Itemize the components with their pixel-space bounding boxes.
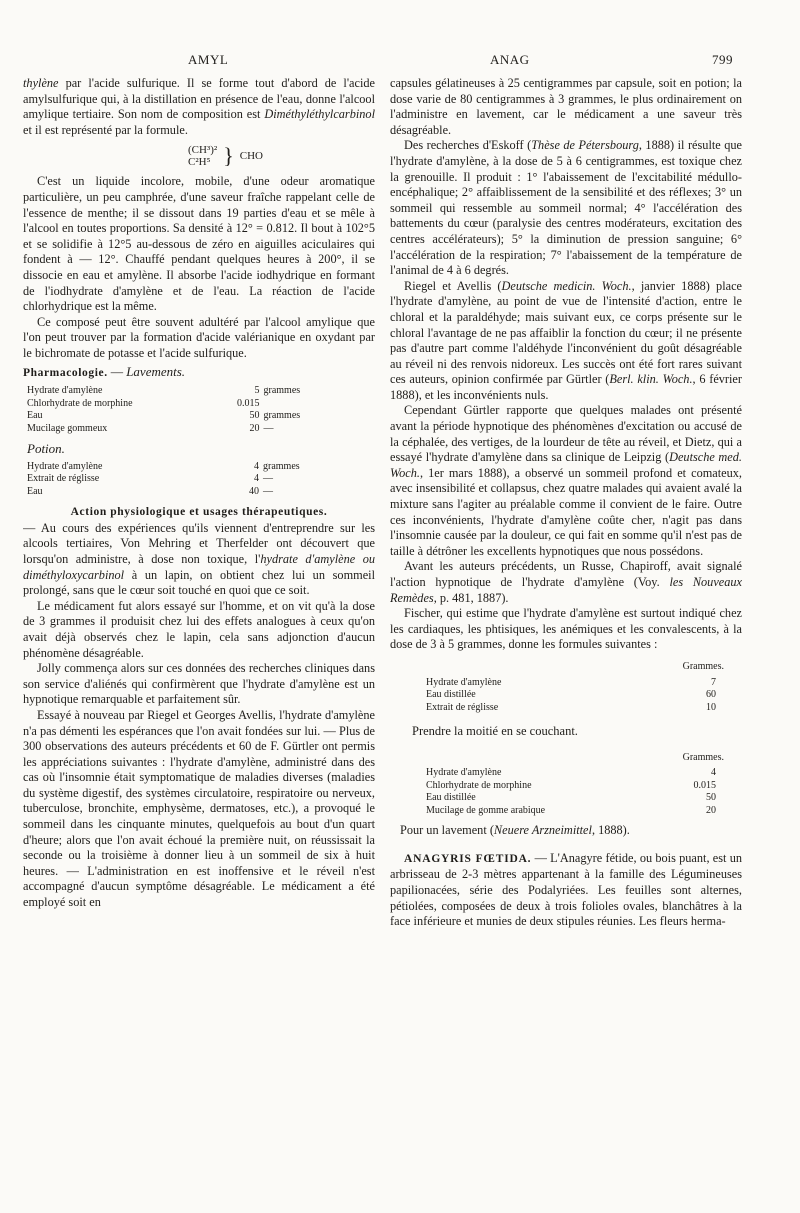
formula-bottom: C²H⁵	[188, 156, 211, 169]
text: Avant les auteurs précédents, un Russe, Chapiroff, avait signalé l'action hypnotique de l'hydrate d'amylène (Voy.	[390, 559, 742, 589]
quantity: 50	[249, 410, 260, 422]
ingredient: Chlorhydrate de morphine	[27, 397, 133, 409]
header-center-word: ANAG	[490, 52, 530, 67]
ingredient: Hydrate d'amylène	[426, 767, 502, 779]
quantity: 50	[706, 792, 716, 804]
quantity: 40	[249, 485, 259, 497]
ingredient: Mucilage gommeux	[27, 422, 108, 434]
ingredient: Extrait de réglisse	[27, 473, 100, 485]
brace-symbol: }	[223, 143, 234, 169]
ingredient: Extrait de réglisse	[426, 701, 499, 713]
table-row	[27, 410, 334, 423]
quantity: 4	[711, 767, 716, 779]
paragraph: Fischer, qui estime que l'hydrate d'amylène est surtout indiqué chez les cardiaques, les phtisiques, les anémiques et les convalescents, à la dose de 3 à 5 grammes, donne les formules suivantes :	[390, 606, 742, 652]
paragraph	[390, 559, 742, 606]
lavements-formula-table	[27, 385, 334, 435]
ingredient: Eau	[27, 410, 43, 422]
italic-text: Diméthyléthylcarbinol	[264, 107, 375, 122]
chemical-formula	[188, 144, 375, 168]
dosage-instruction: Prendre la moitié en se couchant.	[412, 724, 578, 739]
text: , janvier 1888) place l'hydrate d'amylène, au point de vue de l'intensité d'action, entre le chloral et la paraldéhyde; mais suivant eux, ce corps présente sur le chloral l'avantage de ne pas affaiblir la fonction du cœur; il ne présente pas d'autre part comme l'aldéhyde l'inconvénient du goût désagréable au réveil ni des renvois nidoreux. Les succès ont été fort rares suivant ces auteurs, opinion confirmée par Gürtler (	[390, 278, 742, 387]
ingredient: Hydrate d'amylène	[27, 460, 103, 472]
section-title: Action physiologique et usages thérapeutiques.	[70, 506, 328, 519]
unit	[264, 398, 334, 411]
formula-top: (CH³)²	[188, 144, 218, 157]
paragraph	[23, 76, 375, 138]
action-heading	[23, 504, 375, 521]
paragraph: C'est un liquide incolore, mobile, d'une odeur aromatique particulière, un peu camphrée, d'une saveur fraîche rappelant celle de l'essence de menthe; il se dissout dans 19 parties d'eau et se mêle à l'alcool en toutes proportions. Sa densité à 12° = 0.812. Il bout à 102°5 et se solidifie à 12°5 au-dessous de zéro en aiguilles aciculaires qui fondent à — 12°. Chauffé pendant quelques heures à 200°, il se dissocie en eau et amylène. Il absorbe l'acide iodhydrique en formant de l'iodhydrate d'amylène et de l'eau. La réaction de l'acide chlorhydrique est la même.	[23, 174, 375, 314]
formula-right: CHO	[239, 150, 263, 163]
unit: grammes	[263, 410, 301, 422]
unit: grammes	[263, 385, 301, 397]
text: Cependant Gürtler rapporte que quelques malades ont présenté avant la période hypnotique des phénomènes d'excitation ou accusé de la céphalée, des vertiges, de la lourdeur de tête au réveil, et Dietz, qui a essayé l'hydrate d'amylène dans sa clinique de Leipzig (	[390, 403, 742, 465]
text: et il est représenté par la formule.	[23, 122, 188, 137]
paragraph	[390, 403, 742, 559]
table-row	[426, 805, 716, 818]
unit: grammes	[263, 460, 300, 472]
table-row	[27, 398, 334, 411]
italic-text: Neuere Arzneimittel	[493, 823, 592, 838]
table-row	[27, 473, 333, 486]
quantity: 20	[249, 422, 260, 434]
text: , 1888).	[591, 823, 630, 838]
italic-text: Berl. klin. Woch.	[609, 372, 693, 387]
grammes-heading: Grammes.	[682, 751, 724, 763]
quantity: 0.015	[693, 779, 716, 791]
quantity: 60	[706, 689, 716, 701]
header-left-word: AMYL	[188, 52, 229, 67]
pharmacology-heading	[23, 364, 375, 382]
italic-text: Deutsche medicin. Woch.	[501, 278, 632, 293]
page-number: 799	[712, 52, 733, 67]
paragraph	[23, 521, 375, 599]
ingredient: Eau	[27, 485, 43, 497]
text: , 6 février 1888), et les inconvénients nuls.	[390, 372, 742, 402]
ingredient: Mucilage de gomme arabique	[426, 804, 546, 816]
quantity: 5	[254, 385, 260, 397]
fischer-formula-2-table	[426, 767, 716, 817]
text: — L'Anagyre fétide, ou bois puant, est un arbrisseau de 2-3 mètres appartenant à la famille des Légumineuses papilionacées, série des Podalyriées. Les feuilles sont alternes, pétiolées, composées de deux à trois folioles ovales, blanchâtres à la face inférieure et munies de deux stipules réunies. Les fleurs herma-	[390, 850, 742, 929]
left-column	[23, 76, 375, 1176]
fischer-formula-1-table	[426, 677, 716, 715]
paragraph	[390, 279, 742, 404]
table-row	[27, 423, 334, 436]
text: , 1er mars 1888), a observé un sommeil profond et comateux, avec insensibilité et collapsus, chez quatre malades qui avaient avalé la mixture sans l'agiter au préalable comme il convient de le faire. Outre ces inconvénients, l'hydrate d'amylène coûte cher, n'agit pas dans l'insomnie causée par la douleur, ce qui fait en somme qu'il n'est pas de taille à détrôner les excellents hypnotiques que nous possédons.	[390, 465, 742, 558]
italic-text: les Nouveaux Remèdes	[390, 575, 742, 605]
ingredient: Hydrate d'amylène	[27, 385, 103, 397]
text: —	[107, 364, 127, 379]
potion-subheading: Potion.	[27, 441, 65, 457]
paragraph: Le médicament fut alors essayé sur l'homme, et on vit qu'à la dose de 3 grammes il produisit chez lui des effets analogues à ceux qu'on avait déjà observés chez le lapin, cela sans adjonction d'aucun phénomène désagréable.	[23, 598, 375, 660]
unit: —	[263, 422, 274, 434]
paragraph: Essayé à nouveau par Riegel et Georges Avellis, l'hydrate d'amylène n'a pas démenti les espérances que l'on avait fondées sur lui. — Plus de 300 observations des auteurs précédents et 60 de F. Gürtler ont permis les appréciations suivantes : l'hydrate d'amylène, administré dans des cas où l'insomnie était symptomatique de maladies diverses (maladies du système digestif, des systèmes circulatoire, respiratoire ou nerveux, tuberculose, bronchite, emphysème, dermatoses, etc.), a provoqué le sommeil dans les cinquante minutes, quelquefois au bout d'un quart d'heure; alors que l'on avait échoué la première nuit, on réussissait la seconde ou la troisième à donner lieu à un sommeil de six à huit heures. — L'administration en est inoffensive et le réveil n'est accompagné d'aucun symptôme désagréable. Le médicament a été employé soit en	[23, 707, 375, 910]
quantity: 4	[254, 460, 259, 472]
quantity: 20	[706, 804, 716, 816]
running-header	[0, 52, 800, 74]
table-row	[426, 780, 716, 793]
subheading: Lavements.	[126, 363, 186, 379]
unit: —	[263, 485, 273, 497]
table-row	[426, 792, 716, 805]
text: — Au cours des expériences qu'ils viennent d'entreprendre sur les alcools tertiaires, Von Mehring et Therfelder ont découvert que lorsqu'on administre, à dose non toxique, l'	[23, 520, 375, 566]
table-row	[27, 385, 334, 398]
italic-text: Deutsche med. Woch.	[390, 450, 742, 480]
italic-text: hydrate d'amylène ou diméthyloxycarbinol	[23, 551, 375, 582]
table-row	[426, 702, 716, 715]
table-row	[27, 461, 333, 474]
paragraph: Ce composé peut être souvent adultéré par l'alcool amylique que l'on peut trouver par la formation d'acide valérianique en oxydant par le bichromate de potasse et l'acide sulfurique.	[23, 314, 375, 360]
grammes-heading: Grammes.	[682, 660, 724, 672]
quantity: 4	[254, 473, 259, 485]
ingredient: Eau distillée	[426, 792, 476, 804]
text: à un lapin, on obtient chez lui un sommeil prolongé, sans que le cœur soit touché en quoi que ce soit.	[23, 567, 375, 598]
italic-text: thylène	[23, 76, 59, 90]
paragraph	[390, 138, 742, 278]
text: Pour un lavement (	[400, 823, 494, 838]
paragraph: Jolly commença alors sur ces données des recherches cliniques dans son service d'aliénés qui confirmèrent que l'hydrate d'amylène est un hypnotique remarquable et parfaitement sûr.	[23, 661, 375, 707]
paragraph: capsules gélatineuses à 25 centigrammes par capsule, soit en potion; la dose varie de 80 centigrammes à 3 grammes, le plus ordinairement on l'administre en lavement, car le médicament a une saveur très désagréable.	[390, 76, 742, 137]
quantity: 0.015	[237, 397, 260, 409]
ingredient: Hydrate d'amylène	[426, 676, 502, 688]
text: , 1888) il résulte que l'hydrate d'amylène, à la dose de 5 à 6 centigrammes, est toxique chez la grenouille. Il produit : 1° l'abaissement de l'excitabilité médullo-encéphalique; 2° affaiblissement de la sensibilité et des réflexes; 3° un sommeil qui ressemble au sommeil normal; 4° l'accélération des battements du cœur (paralysie des centres modérateurs, excitation des centres accélérateurs); 5° la diminution de pression sanguine; 6° l'accélération de la respiration; 7° l'abaissement de la température de l'animal de 4 à 6 degrés.	[390, 138, 742, 278]
text: Des recherches d'Eskoff (	[404, 138, 532, 153]
quantity: 7	[711, 676, 716, 688]
ingredient: Chlorhydrate de morphine	[426, 779, 532, 791]
table-row	[426, 677, 716, 690]
section-title: Pharmacologie.	[23, 366, 108, 379]
ingredient: Eau distillée	[426, 689, 476, 701]
right-column	[390, 76, 742, 1176]
text: Riegel et Avellis (	[404, 278, 502, 293]
paragraph	[390, 851, 742, 930]
italic-text: Thèse de Pétersbourg	[531, 138, 639, 153]
entry-title: ANAGYRIS FŒTIDA.	[404, 852, 532, 865]
table-row	[426, 767, 716, 780]
table-row	[27, 486, 333, 499]
quantity: 10	[706, 701, 716, 713]
text: par l'acide sulfurique. Il se forme tout d'abord de l'acide amylsulfurique qui, à la distillation en présence de l'eau, donne l'alcool amylique tertiaire. Son nom de composition est	[23, 76, 375, 122]
potion-formula-table	[27, 461, 333, 499]
paragraph	[400, 823, 742, 839]
text: , p. 481, 1887).	[433, 590, 509, 605]
table-row	[426, 689, 716, 702]
unit: —	[263, 473, 273, 485]
